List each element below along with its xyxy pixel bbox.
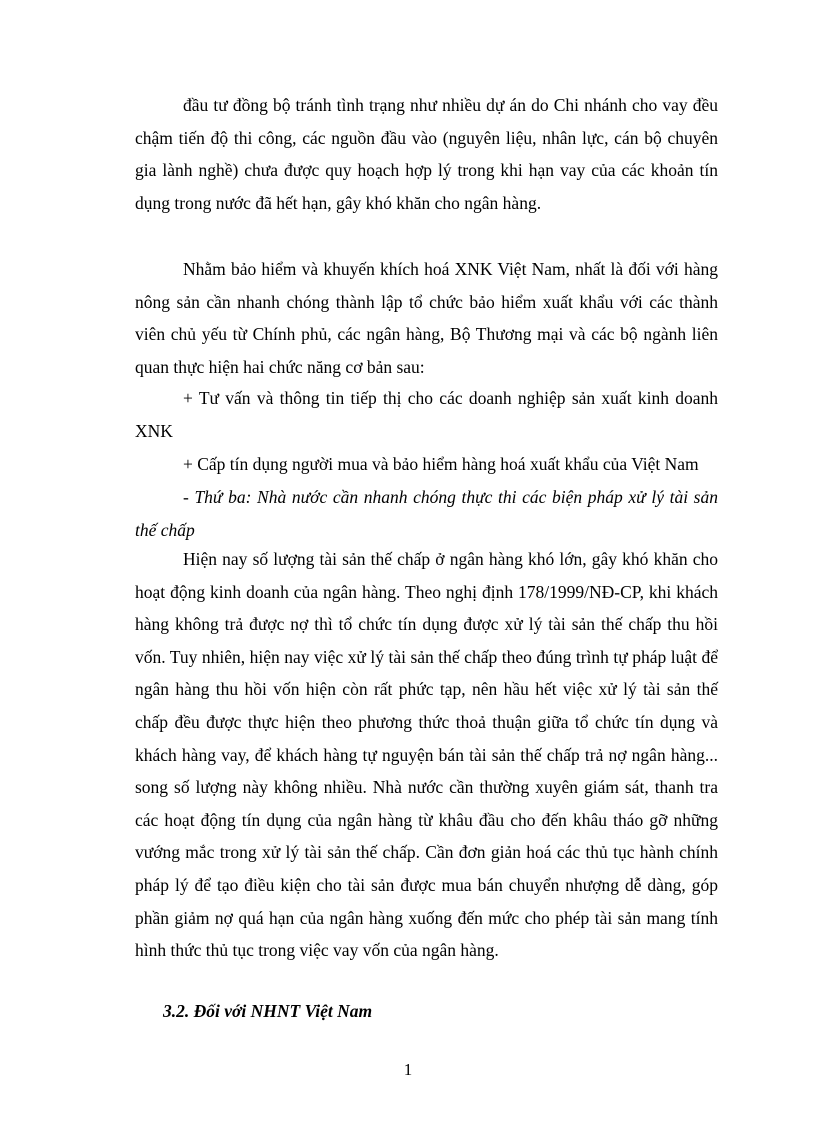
section-heading: 3.2. Đối với NHNT Việt Nam	[163, 1001, 373, 1021]
paragraph-text: đầu tư đồng bộ tránh tình trạng như nhiều dự án do Chi nhánh cho vay đều chậm tiến độ thi công, các nguồn đầu vào (nguyên liệu, nhân lực, cán bộ chuyên gia lành nghề) chưa được quy hoạch hợp lý trong khi hạn vay của các khoản tín dụng trong nước đã hết hạn, gây khó khăn cho ngân hàng.	[135, 95, 718, 213]
paragraph-export-insurance	[135, 253, 718, 383]
paragraph-text: Hiện nay số lượng tài sản thế chấp ở ngân hàng khó lớn, gây khó khăn cho hoạt động kinh doanh của ngân hàng. Theo nghị định 178/1999/NĐ-CP, khi khách hàng không trả được nợ thì tổ chức tín dụng được xử lý tài sản thế chấp thu hồi vốn. Tuy nhiên, hiện nay việc xử lý tài sản thế chấp theo đúng trình tự pháp luật để ngân hàng thu hồi vốn hiện còn rất phức tạp, nên hầu hết việc xử lý tài sản thế chấp đều được thực hiện theo phương thức thoả thuận giữa tổ chức tín dụng và khách hàng vay, để khách hàng tự nguyện bán tài sản thế chấp trả nợ ngân hàng... song số lượng này không nhiều. Nhà nước cần thường xuyên giám sát, thanh tra các hoạt động tín dụng của ngân hàng từ khâu đầu cho đến khâu tháo gỡ những vướng mắc trong xử lý tài sản thế chấp. Cần đơn giản hoá các thủ tục hành chính pháp lý để tạo điều kiện cho tài sản được mua bán chuyển nhượng dễ dàng, góp phần giảm nợ quá hạn của ngân hàng xuống đến mức cho phép tài sản mang tính hình thức thủ tục trong việc vay vốn của ngân hàng.	[135, 549, 718, 961]
bullet-text: + Tư vấn và thông tin tiếp thị cho các doanh nghiệp sản xuất kinh doanh XNK	[135, 388, 718, 441]
paragraph-project-investment	[135, 89, 718, 219]
paragraph-collateral	[135, 543, 718, 967]
bullet-buyer-credit	[135, 448, 718, 481]
subheading-third-measure	[135, 481, 718, 546]
page-number: 1	[403, 1060, 413, 1079]
subheading-text: - Thứ ba: Nhà nước cần nhanh chóng thực thi các biện pháp xử lý tài sản thế chấp	[135, 487, 718, 540]
bullet-consulting	[135, 382, 718, 447]
bullet-text: + Cấp tín dụng người mua và bảo hiểm hàng hoá xuất khẩu của Việt Nam	[183, 454, 699, 474]
paragraph-text: Nhằm bảo hiểm và khuyến khích hoá XNK Việt Nam, nhất là đối với hàng nông sản cần nhanh chóng thành lập tổ chức bảo hiểm xuất khẩu với các thành viên chủ yếu từ Chính phủ, các ngân hàng, Bộ Thương mại và các bộ ngành liên quan thực hiện hai chức năng cơ bản sau:	[135, 259, 718, 377]
